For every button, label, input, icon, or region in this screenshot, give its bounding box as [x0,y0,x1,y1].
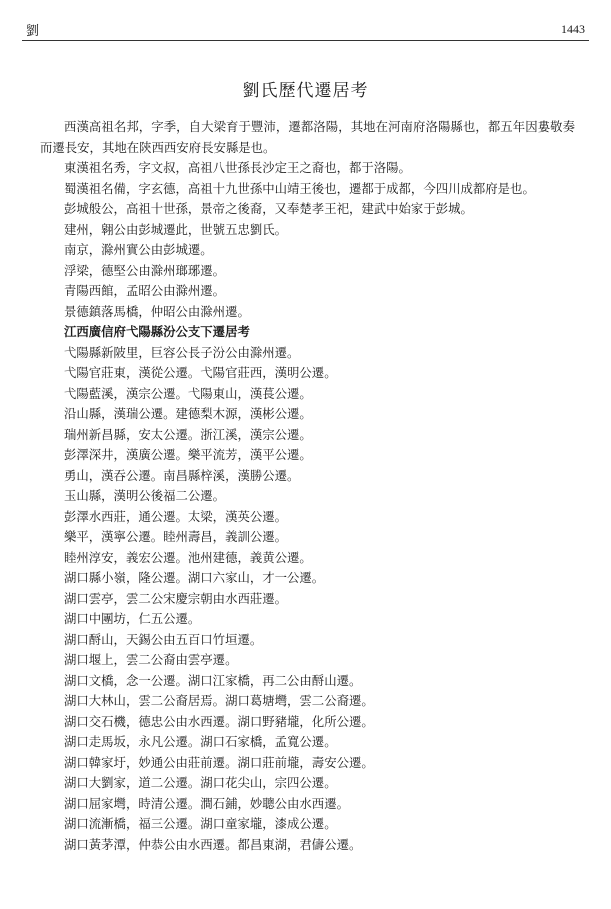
paragraph: 青陽西館，孟昭公由滁州遷。 [64,283,226,298]
list-item: 湖口大林山，雲二公裔居焉。湖口葛塘壪，雲二公裔遷。 [64,693,374,708]
list-item: 湖口中團坊，仁五公遷。 [64,611,201,626]
paragraph: 南京，滁州實公由彭城遷。 [64,242,213,257]
list-item: 睦州淳安，義宏公遷。池州建德，義黄公遷。 [64,549,312,565]
list-item: 弋陽縣新陂里，巨容公長子汾公由滁州遷。 [64,344,300,360]
page-header [22,14,589,41]
paragraph: 彭城般公，高祖十世孫，景帝之後裔，又奉楚孝王祀，建武中始家于彭城。 [64,201,473,216]
list-item: 湖口交石機，德忠公由水西遷。湖口野豬壠，化所公遷。 [64,713,374,729]
list-item: 湖口酹山，天錫公由五百口竹垣遷。 [64,631,263,647]
list-item: 彭澤深井，漢廣公遷。樂平流芳，漢平公遷。 [64,447,312,462]
list-item: 彭澤水西莊，通公遷。太梁，漢英公遷。 [64,508,288,524]
list-item: 湖口走馬坂，永凡公遷。湖口石家橋，孟寬公遷。 [64,734,337,749]
paragraph: 蜀漢祖名備，字玄德，高祖十九世孫中山靖王後也，遷都于成都，今四川成都府是也。 [64,180,535,196]
list-item: 沿山縣，漢瑞公遷。建德梨木源，漢彬公遷。 [64,406,312,421]
paragraph: 西漢高祖名邦，字季，自大梁育于豐沛，遷都洛陽，其地在河南府洛陽縣也，都五年因婁敬奏而遷長安，其地在陝西西安府長安縣是也。 [40,119,575,155]
list-item: 樂平，漢寧公遷。睦州壽昌，義訓公遷。 [64,529,288,544]
list-item: 湖口雲亭，雲二公宋慶宗朝由水西莊遷。 [64,590,288,606]
list-item: 湖口黃茅潭，仲恭公由水西遷。都昌東湖，君儔公遷。 [64,836,362,852]
list-item: 湖口縣小嶺，隆公遷。湖口六家山，才一公遷。 [64,570,325,585]
list-item: 弋陽官莊東，漢從公遷。弋陽官莊西，漢明公遷。 [64,365,337,380]
list-item: 湖口堰上，雲二公裔由雲亭遷。 [64,652,238,667]
list-item: 玉山縣，漢明公後福二公遷。 [64,488,226,503]
running-head: 劉 [26,24,40,39]
list-item: 瑞州新昌縣，安太公遷。浙江溪，漢宗公遷。 [64,426,312,442]
list-item: 湖口韓家圩，妙通公由莊前遷。湖口莊前壠，壽安公遷。 [64,754,374,770]
page-title: 劉氏歷代遷居考 [242,81,369,101]
paragraph: 景德鎮落馬橋，仲昭公由滁州遷。 [64,303,250,319]
paragraph: 浮梁，德堅公由滁州瑯琊遷。 [64,262,226,278]
section-heading: 江西廣信府弋陽縣汾公支下遷居考 [64,324,250,339]
list-item: 湖口流漸橋，福三公遷。湖口童家壠，漆成公遷。 [64,816,337,831]
list-item: 湖口大劉家，道二公遷。湖口花尖山，宗四公遷。 [64,775,337,790]
paragraph: 建州，翱公由彭城遷此，世號五忠劉氏。 [64,221,288,237]
list-item: 勇山，漢吞公遷。南昌縣梓溪，漢勝公遷。 [64,467,300,483]
list-item: 湖口屈家壪，時清公遷。澗石鋪，妙聰公由水西遷。 [64,795,349,811]
document-body [40,117,575,855]
list-item: 弋陽藍溪，漢宗公遷。弋陽東山，漢萇公遷。 [64,385,312,401]
paragraph: 東漢祖名秀，字文叔，高祖八世孫長沙定王之裔也，都于洛陽。 [64,160,411,175]
page-number: 1443 [561,22,585,36]
list-item: 湖口文橋，念一公遷。湖口江家橋，再二公由酹山遷。 [64,672,362,688]
